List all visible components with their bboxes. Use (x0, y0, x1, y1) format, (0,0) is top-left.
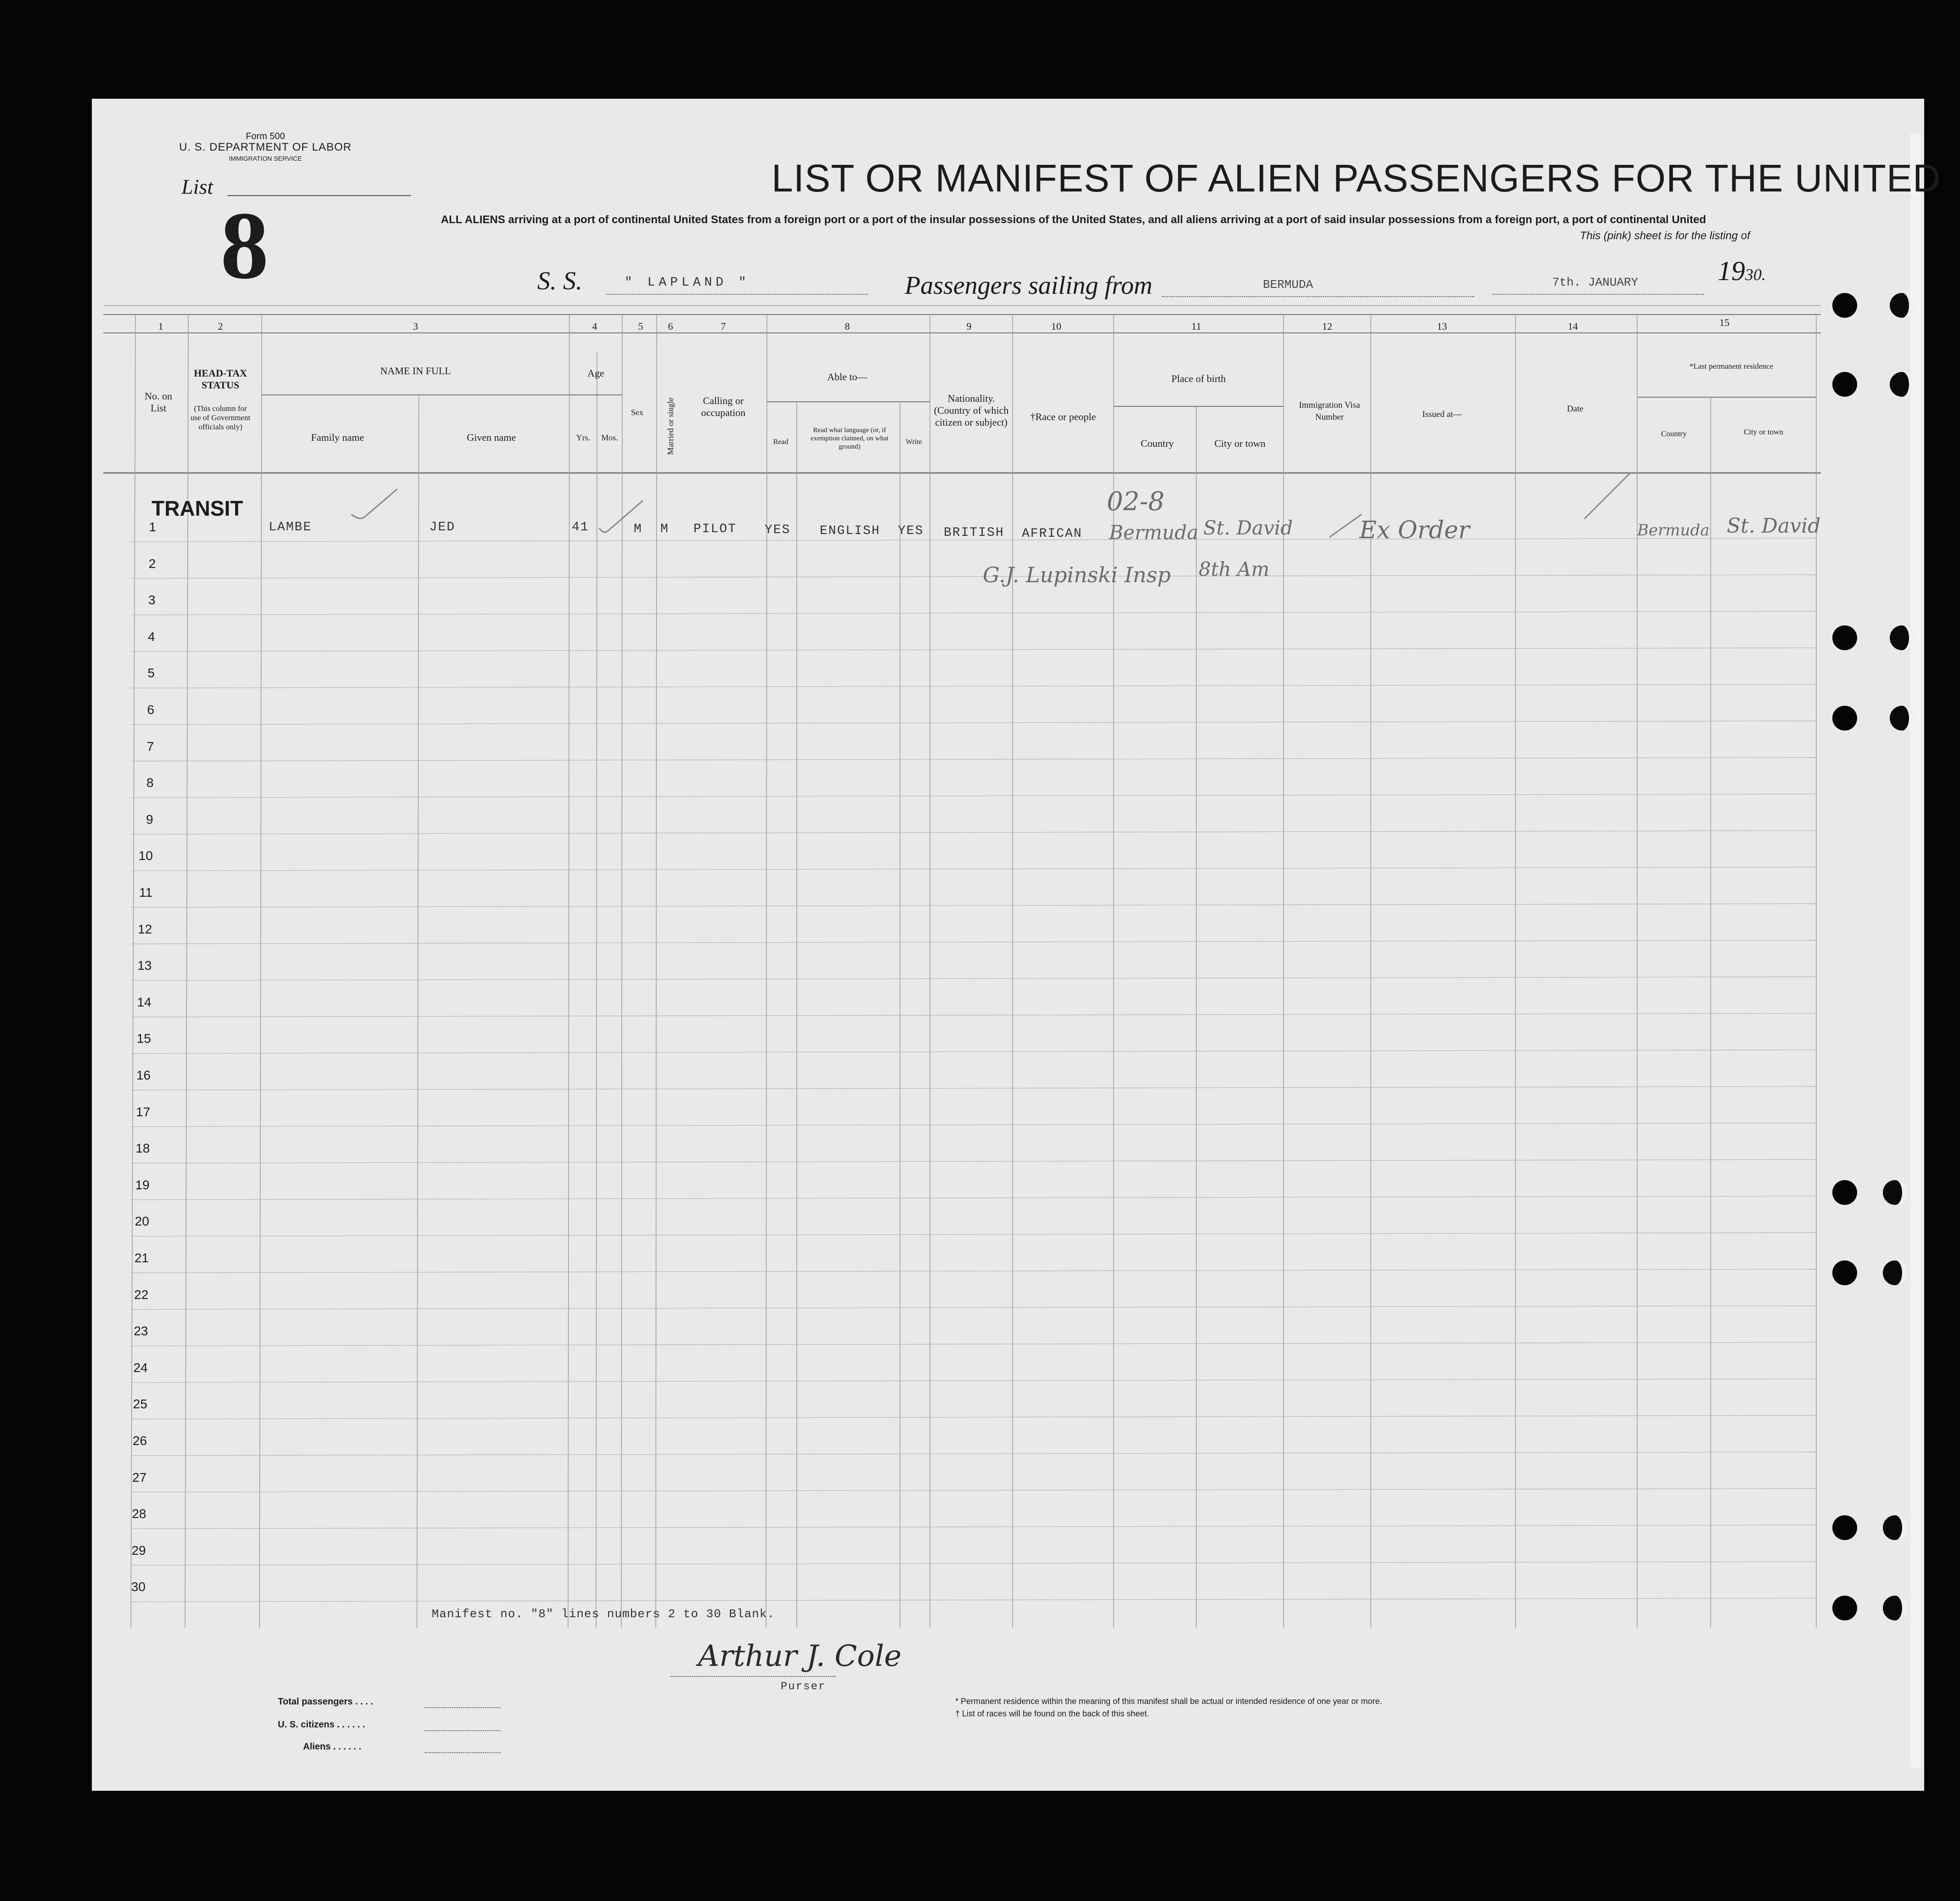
sailing-date: 7th. JANUARY (1552, 276, 1639, 289)
us-citizens-field[interactable] (425, 1730, 501, 1731)
row-separator (131, 1415, 1816, 1419)
handwritten-city-note: 8th Am (1199, 558, 1270, 580)
handwritten-visa-note: Ex Order (1359, 517, 1470, 544)
hdr-date: Date (1567, 404, 1583, 414)
row-separator (131, 1269, 1816, 1273)
binder-hole (1832, 625, 1857, 650)
row-separator (131, 1050, 1816, 1053)
row-separator (131, 1232, 1816, 1236)
row-number: 13 (137, 958, 152, 973)
col-num-15: 15 (1719, 317, 1729, 328)
hdr-issued: Issued at— (1422, 410, 1462, 419)
hdr-visa: Immigration Visa Number (1299, 400, 1360, 422)
check-mark-icon (349, 487, 400, 523)
row-number: 10 (138, 849, 153, 863)
row-number: 2 (148, 556, 156, 571)
hdr-read: Read (773, 438, 789, 446)
hdr-calling: Calling or occupation (701, 395, 746, 418)
handwritten-residence-country: Bermuda (1637, 521, 1710, 540)
manifest-subtitle-2: This (pink) sheet is for the listing of (1580, 230, 1750, 242)
ship-underline (606, 294, 868, 295)
department-name: U. S. DEPARTMENT OF LABOR (179, 141, 352, 153)
row-number: 27 (132, 1470, 147, 1485)
purser-signature: Arthur J. Cole (698, 1639, 902, 1673)
hdr-place-of-birth: Place of birth (1171, 373, 1226, 384)
col-num-10: 10 (1051, 321, 1061, 332)
hdr-birth-city: City or town (1214, 438, 1266, 449)
row-number: 25 (133, 1397, 147, 1412)
can-write: YES (898, 524, 924, 538)
hdr-last-residence: *Last permanent residence (1689, 362, 1774, 371)
handwritten-inspector-note: G.J. Lupinski Insp (983, 562, 1171, 587)
binder-hole (1883, 1596, 1908, 1620)
hdr-write: Write (906, 438, 922, 446)
binder-hole (1883, 1260, 1908, 1285)
row-separator (131, 867, 1816, 871)
port-underline (1162, 296, 1474, 297)
row-number: 11 (139, 885, 152, 900)
col-num-13: 13 (1437, 321, 1447, 332)
row-number: 6 (147, 703, 154, 717)
row-number: 15 (136, 1031, 151, 1046)
hdr-age: Age (587, 367, 604, 379)
row-number: 14 (137, 995, 152, 1009)
row-separator (131, 1013, 1816, 1017)
row-separator (131, 611, 1816, 615)
row-separator (131, 940, 1816, 944)
binder-hole (1832, 1180, 1857, 1205)
row-number: 4 (148, 629, 155, 644)
hdr-head-tax-note: (This column for use of Government officials only) (190, 404, 251, 431)
manifest-subtitle: ALL ALIENS arriving at a port of continental United States from a foreign port or a port of the insular possessions of the United States, and all aliens arriving at a port of said insular possessions from a foreign port, a port of continental United (441, 214, 1707, 226)
form-header (179, 131, 352, 164)
us-citizens-label: U. S. citizens . . . . . . (278, 1720, 366, 1730)
row-number: 12 (138, 922, 152, 936)
binder-hole (1832, 1515, 1857, 1540)
row-number: 20 (135, 1214, 149, 1229)
row-number: 26 (132, 1434, 147, 1448)
handwritten-birth-country: Bermuda (1109, 521, 1199, 544)
aliens-field[interactable] (425, 1752, 501, 1753)
binder-hole (1832, 293, 1857, 318)
row-number: 19 (135, 1177, 150, 1192)
given-name: JED (429, 520, 456, 534)
col-num-2: 2 (218, 321, 223, 332)
list-label: List (181, 175, 214, 198)
row-number: 23 (134, 1324, 148, 1339)
binder-hole (1890, 625, 1915, 650)
manifest-title: LIST OR MANIFEST OF ALIEN PASSENGERS FOR THE UNITED (772, 157, 1941, 200)
form-number: Form 500 (246, 131, 285, 141)
col-num-4: 4 (592, 321, 597, 332)
binder-hole (1883, 1180, 1908, 1205)
row-separator (131, 1159, 1816, 1163)
hdr-sex: Sex (631, 408, 643, 417)
hdr-family-name: Family name (311, 432, 364, 443)
row-separator (131, 1306, 1816, 1310)
hdr-able-to: Able to— (827, 371, 867, 382)
row-number: 8 (146, 776, 154, 790)
col-num-6: 6 (668, 321, 673, 332)
row-separator (131, 977, 1816, 980)
row-separator (131, 904, 1816, 907)
hdr-res-city: City or town (1744, 427, 1783, 436)
hdr-yrs: Yrs. (576, 433, 591, 442)
race: AFRICAN (1022, 527, 1082, 541)
col-num-11: 11 (1191, 321, 1201, 332)
hdr-res-country: Country (1661, 429, 1687, 438)
hdr-read-language: Read what language (or, if exemption claimed, on what ground) (811, 427, 889, 450)
signature-underline (670, 1676, 836, 1677)
row-separator (131, 1342, 1816, 1346)
footnote-residence: * Permanent residence within the meaning of this manifest shall be actual or intended residence of one year or more. (955, 1697, 1382, 1706)
row-separator (131, 1489, 1816, 1492)
col-num-9: 9 (966, 321, 972, 332)
sex: M (634, 522, 642, 536)
binder-hole (1832, 372, 1857, 397)
hdr-married: Married or single (666, 397, 675, 455)
binder-hole (1890, 293, 1915, 318)
row-separator (131, 1598, 1816, 1602)
row-number: 29 (131, 1543, 146, 1558)
row-separator (131, 831, 1816, 834)
hdr-birth-country: Country (1140, 438, 1174, 449)
hdr-head-tax: HEAD-TAX STATUS (194, 367, 247, 391)
sailing-year: 1930. (1718, 256, 1766, 286)
col-num-5: 5 (638, 321, 643, 332)
head-tax-status: TRANSIT (152, 496, 243, 520)
footnote-races: † List of races will be found on the back of this sheet. (955, 1709, 1149, 1718)
binder-hole (1832, 1260, 1857, 1285)
col-num-12: 12 (1322, 321, 1332, 332)
col-num-8: 8 (845, 321, 850, 332)
row-separator (131, 575, 1816, 579)
row-separator (131, 1562, 1816, 1565)
row-separator (131, 721, 1816, 725)
binder-hole (1832, 706, 1857, 731)
can-read: YES (765, 523, 791, 537)
binder-hole (1890, 372, 1915, 397)
aliens-label: Aliens . . . . . . (303, 1742, 361, 1752)
total-passengers-label: Total passengers . . . . (278, 1697, 373, 1707)
binder-hole (1883, 1515, 1908, 1540)
row-separator (131, 1196, 1816, 1200)
row-number: 5 (147, 666, 155, 681)
service-name: IMMIGRATION SERVICE (229, 155, 302, 162)
row-separator (131, 1086, 1816, 1090)
row-separator (131, 1525, 1816, 1529)
hdr-mos: Mos. (601, 433, 618, 442)
col-num-7: 7 (721, 321, 726, 332)
sailing-port: BERMUDA (1263, 278, 1313, 292)
row-number: 24 (133, 1360, 148, 1375)
handwritten-residence-city: St. David (1727, 514, 1821, 538)
row-number: 22 (134, 1287, 149, 1302)
row-number: 3 (148, 593, 156, 607)
row-separator (131, 758, 1816, 761)
marital-status: M (660, 522, 669, 536)
hdr-race: †Race or people (1030, 411, 1096, 422)
read-language: ENGLISH (820, 524, 880, 538)
handwritten-birth-city: St. David (1203, 517, 1293, 539)
check-mark-icon (597, 498, 648, 540)
pen-slash-mark (1580, 468, 1635, 523)
handwritten-code: 02-8 (1107, 487, 1165, 517)
col-num-3: 3 (413, 321, 418, 332)
sailing-label: Passengers sailing from (905, 271, 1153, 300)
binder-hole (1890, 706, 1915, 731)
list-number: 8 (220, 192, 269, 299)
row-number: 28 (132, 1507, 146, 1521)
ship-name: " LAPLAND " (625, 276, 750, 290)
occupation: PILOT (693, 522, 737, 536)
purser-label: Purser (781, 1681, 826, 1693)
row-separator (131, 1123, 1816, 1127)
total-passengers-field[interactable] (425, 1707, 501, 1708)
col-num-1: 1 (158, 321, 163, 332)
row-separator (131, 684, 1816, 688)
row-number: 17 (136, 1104, 151, 1119)
row-number: 16 (136, 1068, 151, 1082)
row-number: 7 (146, 739, 154, 754)
row-separator (131, 648, 1816, 652)
row-separator (131, 1379, 1816, 1383)
row-separator (131, 794, 1816, 798)
hdr-given-name: Given name (467, 432, 516, 443)
row-number: 18 (135, 1141, 150, 1156)
row-number: 1 (149, 520, 156, 534)
row-number: 9 (146, 812, 153, 827)
col-num-14: 14 (1568, 321, 1578, 332)
binder-hole (1832, 1596, 1857, 1620)
family-name: LAMBE (269, 520, 312, 534)
hdr-nationality: Nationality. (Country of which citizen or subject) (934, 393, 1009, 428)
age-years: 41 (572, 520, 589, 534)
ss-label: S. S. (537, 267, 582, 295)
nationality: BRITISH (944, 526, 1004, 540)
row-number: 30 (131, 1580, 146, 1594)
hdr-no-on-list: No. on List (145, 390, 172, 414)
pen-slash-mark (1327, 512, 1364, 540)
row-separator (131, 1452, 1816, 1456)
row-number: 21 (134, 1251, 149, 1265)
blank-lines-note: Manifest no. "8" lines numbers 2 to 30 Blank. (432, 1607, 775, 1621)
date-underline (1493, 294, 1704, 295)
hdr-name-in-full: NAME IN FULL (380, 365, 451, 377)
